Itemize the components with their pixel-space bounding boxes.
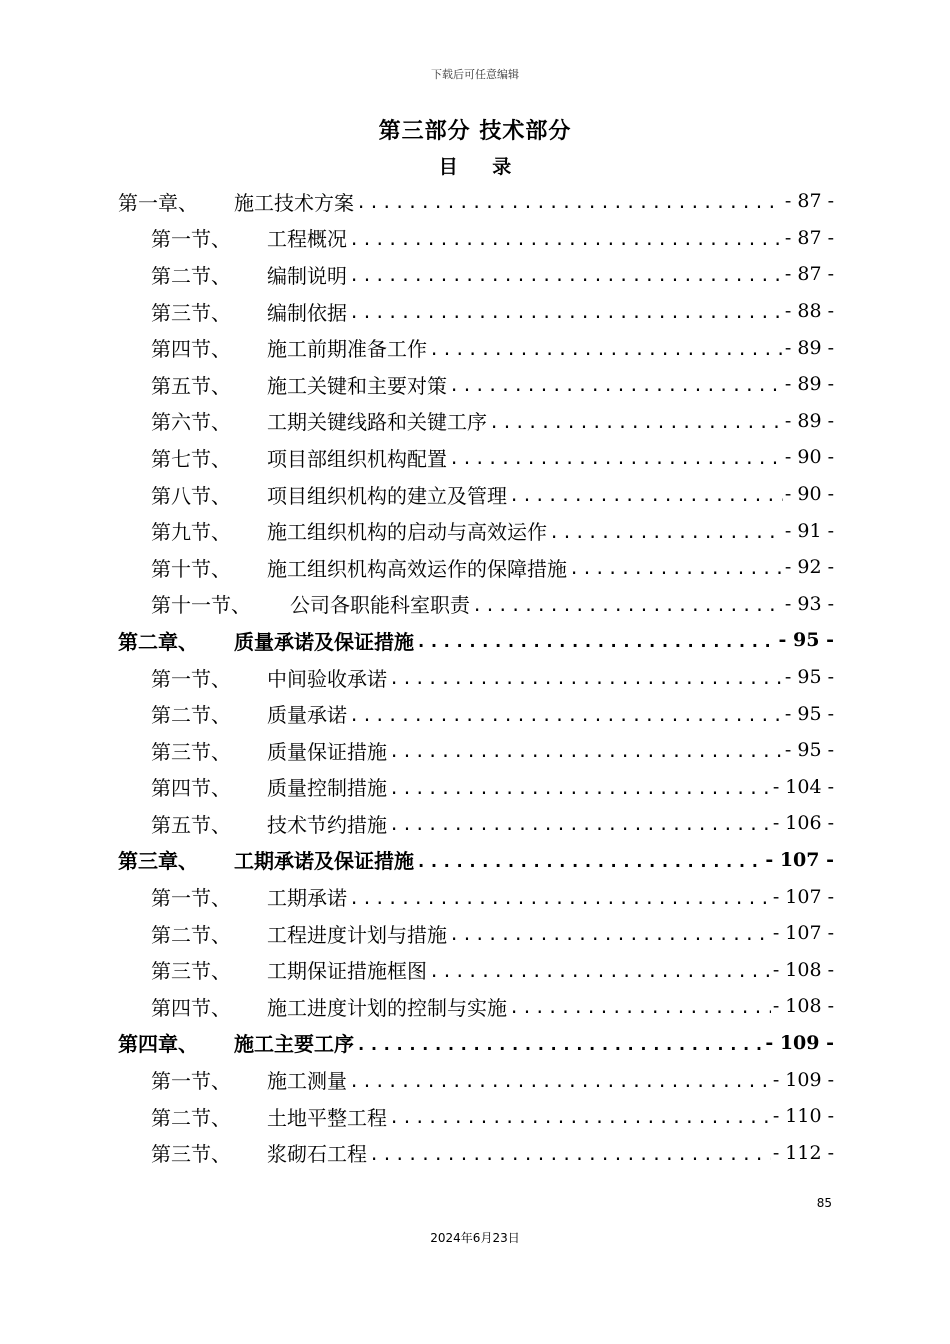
footer-date: 2024年6月23日 (430, 1231, 520, 1245)
toc-entry-page: - 87 - (784, 190, 834, 213)
toc-section-entry[interactable] (118, 549, 834, 586)
toc-entry-page: - 95 - (784, 739, 834, 762)
toc-entry-title: 编制依据 (267, 300, 347, 325)
toc-section-entry[interactable] (118, 769, 834, 806)
toc-entry-number: 第十一节、 (151, 593, 251, 618)
toc-entry-title: 工程概况 (267, 227, 347, 252)
toc-entry-number: 第三章、 (118, 849, 198, 874)
toc-dot-leader (369, 1145, 771, 1165)
toc-entry-number: 第三节、 (151, 739, 231, 764)
toc-entry-number: 第一节、 (151, 666, 231, 691)
toc-entry-title: 质量保证措施 (267, 739, 387, 764)
toc-chapter-entry[interactable] (118, 1025, 834, 1062)
toc-section-entry[interactable] (118, 293, 834, 330)
toc-entry-title: 工期关键线路和关键工序 (267, 410, 487, 435)
toc-dot-leader (349, 889, 771, 909)
toc-entry-number: 第五节、 (151, 812, 231, 837)
toc-entry-page: - 89 - (784, 336, 834, 359)
toc-chapter-entry[interactable] (118, 183, 834, 220)
toc-entry-title: 施工进度计划的控制与实施 (267, 995, 507, 1020)
toc-section-entry[interactable] (118, 659, 834, 696)
page-number: 85 (816, 1196, 832, 1210)
toc-dot-leader (429, 962, 771, 982)
toc-entry-number: 第五节、 (151, 373, 231, 398)
toc-entry-page: - 92 - (784, 556, 834, 579)
toc-dot-leader (356, 193, 783, 213)
toc-dot-leader (389, 815, 771, 835)
toc-entry-page: - 110 - (772, 1105, 834, 1128)
toc-entry-title: 施工主要工序 (234, 1032, 354, 1057)
toc-entry-page: - 95 - (778, 629, 834, 652)
page-header-text: 下载后可任意编辑 (431, 68, 519, 81)
toc-entry-number: 第九节、 (151, 520, 231, 545)
toc-section-entry[interactable] (118, 1061, 834, 1098)
toc-dot-leader (449, 925, 771, 945)
toc-entry-page: - 95 - (784, 702, 834, 725)
toc-entry-page: - 107 - (772, 885, 834, 908)
toc-entry-number: 第二章、 (118, 629, 198, 654)
toc-entry-title: 项目部组织机构配置 (267, 446, 447, 471)
toc-dot-leader (389, 742, 783, 762)
toc-entry-page: - 88 - (784, 300, 834, 323)
toc-entry-title: 工程进度计划与措施 (267, 922, 447, 947)
toc-entry-title: 施工组织机构高效运作的保障措施 (267, 556, 567, 581)
toc-section-entry[interactable] (118, 220, 834, 257)
toc-entry-title: 质量控制措施 (267, 776, 387, 801)
toc-section-entry[interactable] (118, 915, 834, 952)
toc-dot-leader (389, 779, 771, 799)
toc-entry-number: 第四章、 (118, 1032, 198, 1057)
toc-entry-number: 第七节、 (151, 446, 231, 471)
toc-entry-number: 第八节、 (151, 483, 231, 508)
toc-dot-leader (449, 376, 783, 396)
toc-dot-leader (449, 449, 783, 469)
toc-dot-leader (349, 230, 783, 250)
toc-section-entry[interactable] (118, 329, 834, 366)
toc-dot-leader (509, 998, 771, 1018)
toc-section-entry[interactable] (118, 988, 834, 1025)
toc-section-entry[interactable] (118, 476, 834, 513)
toc-entry-title: 施工关键和主要对策 (267, 373, 447, 398)
toc-entry-number: 第一节、 (151, 886, 231, 911)
toc-entry-title: 土地平整工程 (267, 1105, 387, 1130)
toc-entry-number: 第六节、 (151, 410, 231, 435)
toc-section-entry[interactable] (118, 805, 834, 842)
toc-dot-leader (356, 1035, 763, 1055)
toc-entry-title: 浆砌石工程 (267, 1142, 367, 1167)
toc-chapter-entry[interactable] (118, 842, 834, 879)
toc-section-entry[interactable] (118, 256, 834, 293)
toc-entry-number: 第四节、 (151, 337, 231, 362)
toc-entry-title: 中间验收承诺 (267, 666, 387, 691)
toc-entry-page: - 108 - (772, 995, 834, 1018)
toc-dot-leader (416, 632, 777, 652)
toc-entry-number: 第三节、 (151, 300, 231, 325)
toc-section-entry[interactable] (118, 439, 834, 476)
toc-entry-title: 施工组织机构的启动与高效运作 (267, 520, 547, 545)
toc-section-entry[interactable] (118, 951, 834, 988)
toc-entry-page: - 93 - (784, 592, 834, 615)
toc-dot-leader (416, 852, 763, 872)
toc-entry-title: 技术节约措施 (267, 812, 387, 837)
toc-dot-leader (349, 706, 783, 726)
toc-entry-page: - 87 - (784, 263, 834, 286)
toc-chapter-entry[interactable] (118, 622, 834, 659)
toc-entry-page: - 95 - (784, 666, 834, 689)
toc-entry-page: - 109 - (772, 1068, 834, 1091)
toc-entry-title: 施工技术方案 (234, 190, 354, 215)
toc-entry-page: - 90 - (784, 446, 834, 469)
toc-dot-leader (569, 559, 783, 579)
toc-entry-number: 第二节、 (151, 703, 231, 728)
table-of-contents (118, 183, 834, 1171)
toc-entry-number: 第一节、 (151, 227, 231, 252)
toc-section-entry[interactable] (118, 366, 834, 403)
toc-entry-title: 工期承诺及保证措施 (234, 849, 414, 874)
toc-section-entry[interactable] (118, 695, 834, 732)
toc-heading: 目 录 (438, 156, 526, 178)
toc-dot-leader (429, 340, 783, 360)
toc-entry-page: - 90 - (784, 483, 834, 506)
toc-entry-title: 工期保证措施框图 (267, 959, 427, 984)
toc-section-entry[interactable] (118, 403, 834, 440)
toc-dot-leader (509, 486, 783, 506)
toc-entry-title: 公司各职能科室职责 (290, 593, 470, 618)
toc-section-entry[interactable] (118, 878, 834, 915)
toc-entry-number: 第二节、 (151, 922, 231, 947)
toc-entry-title: 施工前期准备工作 (267, 337, 427, 362)
toc-entry-title: 项目组织机构的建立及管理 (267, 483, 507, 508)
toc-entry-page: - 107 - (772, 922, 834, 945)
toc-section-entry[interactable] (118, 512, 834, 549)
toc-entry-number: 第四节、 (151, 776, 231, 801)
toc-section-entry[interactable] (118, 732, 834, 769)
toc-dot-leader (349, 1072, 771, 1092)
toc-dot-leader (349, 266, 783, 286)
toc-entry-number: 第二节、 (151, 1105, 231, 1130)
toc-entry-page: - 89 - (784, 373, 834, 396)
toc-dot-leader (549, 523, 783, 543)
document-title: 第三部分 技术部分 (378, 119, 572, 144)
toc-entry-title: 编制说明 (267, 263, 347, 288)
toc-entry-page: - 87 - (784, 226, 834, 249)
toc-entry-title: 施工测量 (267, 1069, 347, 1094)
toc-entry-number: 第一节、 (151, 1069, 231, 1094)
toc-entry-number: 第十节、 (151, 556, 231, 581)
toc-section-entry[interactable] (118, 1098, 834, 1135)
toc-entry-page: - 109 - (765, 1031, 834, 1054)
toc-entry-page: - 112 - (772, 1141, 834, 1164)
toc-entry-number: 第一章、 (118, 190, 198, 215)
toc-dot-leader (389, 1108, 771, 1128)
toc-entry-page: - 107 - (765, 848, 834, 871)
toc-entry-page: - 106 - (772, 812, 834, 835)
toc-entry-number: 第三节、 (151, 959, 231, 984)
toc-entry-page: - 104 - (772, 775, 834, 798)
toc-entry-number: 第四节、 (151, 995, 231, 1020)
toc-dot-leader (489, 413, 783, 433)
toc-dot-leader (349, 303, 783, 323)
toc-dot-leader (389, 669, 783, 689)
toc-entry-page: - 89 - (784, 409, 834, 432)
toc-entry-page: - 108 - (772, 958, 834, 981)
toc-entry-title: 工期承诺 (267, 886, 347, 911)
toc-entry-number: 第二节、 (151, 263, 231, 288)
toc-entry-title: 质量承诺及保证措施 (234, 629, 414, 654)
toc-dot-leader (472, 596, 783, 616)
toc-section-entry[interactable] (118, 586, 834, 623)
toc-entry-page: - 91 - (784, 519, 834, 542)
toc-entry-number: 第三节、 (151, 1142, 231, 1167)
toc-section-entry[interactable] (118, 1134, 834, 1171)
toc-entry-title: 质量承诺 (267, 703, 347, 728)
